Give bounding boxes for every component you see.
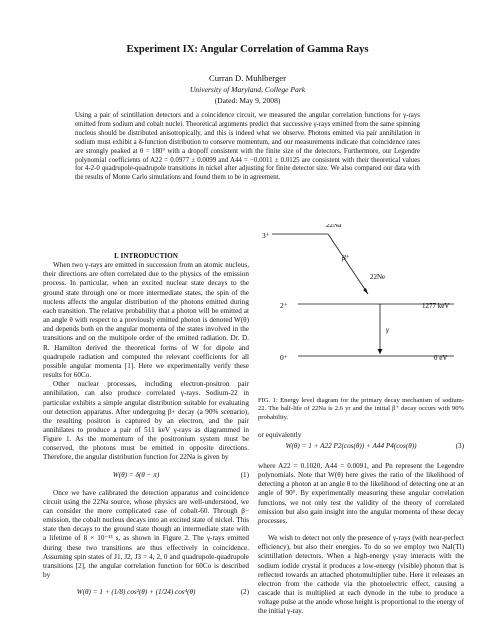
label-ne22: 22Ne <box>370 273 386 281</box>
date-line: (Dated: May 9, 2008) <box>214 96 281 105</box>
abstract: Using a pair of scintillation detectors and a coincidence circuit, we measured the angular correlation functions for γ-rays emitted from sodium and cobalt nuclei. Theoretical arguments predict that successive γ-rays emitted from the same spinning nucleus should be distributed anisotropically, and this is indeed what we observe. Photons emitted via pair annihilation in sodium must exhibit a δ-function distribution to conserve momentum, and our measurements indicate that coincidence rates are strongly peaked at θ = 180° with a dropoff consistent with the finite size of the detectors. Furthermore, our Legendre polynomial coefficients of A22 = 0.0977 ± 0.0099 and A44 = −0.0011 ± 0.0125 are consistent with their theoretical values for 4-2-0 quadrupole-quadrupole transitions in nickel after adjusting for finite detector size. We also compared our data with the results of Monte Carlo simulations and found them to be in agreement. <box>75 112 420 182</box>
left-column <box>43 252 249 606</box>
energy-level-diagram <box>258 224 464 394</box>
equation-1 <box>43 467 249 485</box>
equation-1-number: (1) <box>240 470 249 479</box>
gamma-arrow-head <box>378 349 383 354</box>
affiliation: University of Maryland, College Park <box>189 85 306 94</box>
right-column-body <box>258 462 464 617</box>
right-paragraph-1: where A22 = 0.1020, A44 = 0.0091, and Pn represent the Legendre polynomials. Note that W(θ) here gives the ratio of the likelihood of detecting a photon at an angle θ to the likelihood of detecting one at an angle of 90°. By experimentally measuring these angular correlation functions, we not only test the validity of the theory of correlated emission but also gain insight into the angular momenta of these decay processes. <box>258 462 464 525</box>
equation-3-expression: W(θ) = 1 + A22 P2(cos(θ)) + A44 P4(cos(θ)) <box>285 442 417 450</box>
label-2plus: 2⁺ <box>280 301 288 310</box>
equation-2-expression: W(θ) = 1 + (1/8) cos²(θ) + (1/24) cos⁴(θ) <box>76 588 196 597</box>
label-gamma: γ <box>386 325 389 334</box>
section-heading-introduction: I. INTRODUCTION <box>114 252 178 260</box>
label-0plus: 0⁺ <box>280 353 288 362</box>
equation-2-number: (2) <box>240 588 249 597</box>
equation-3 <box>258 442 464 456</box>
label-1277kev: 1277 keV <box>422 302 450 310</box>
label-3plus: 3⁺ <box>262 231 270 240</box>
equation-3-number: (3) <box>455 442 464 450</box>
or-equivalently-text: or equivalently <box>258 431 302 439</box>
author-name: Curran D. Muhlberger <box>209 73 286 83</box>
paper-title: Experiment IX: Angular Correlation of Gamma Rays <box>126 44 369 55</box>
equation-2 <box>43 584 249 602</box>
right-paragraph-2: We wish to detect not only the presence of γ-rays (with near-perfect efficiency), but also their energies. To do so we employ two NaI(Tl) scintillation detectors. When a high-energy γ-ray interacts with the sodium iodide crystal it produces a low-energy (visible) photon that is reflected towards an attached photomultiplier tube. Here it releases an electron from the cathode via the photoelectric effect, causing a cascade that is multiplied at each dynode in the tube to produce a voltage pulse at the anode whose height is proportional to the energy of the initial γ-ray. <box>258 534 464 616</box>
figure-1-caption: FIG. 1: Energy level diagram for the primary decay mechanism of sodium-22. The half-life of 22Na is 2.6 yr and the initial β⁺ decay occurs with 90% probability. <box>258 397 464 421</box>
label-beta-plus: β⁺ <box>342 253 350 262</box>
intro-paragraph-3: Once we have calibrated the detection apparatus and coincidence circuit using the 22Na source, whose physics are well-understood, we can consider the more complicated case of cobalt-60. Through β− emission, the cobalt nucleus decays into an excited state of nickel. This state then decays to the ground state though an intermediate state with a lifetime of 8 × 10⁻¹³ s, as shown in Figure 2. The γ-rays emitted during these two transitions are thus effectively in coincidence. Assuming spin states of J1, J2, J3 = 4, 2, 0 and quadrupole-quadrupole transitions [2], the angular correlation function for 60Co is described by <box>43 488 249 579</box>
label-0ev: 0 eV <box>434 354 448 362</box>
equation-1-expression: W(θ) = δ(θ − π) <box>112 470 160 479</box>
label-na22: 22Na <box>326 224 342 229</box>
beta-decay-arrow <box>328 234 368 294</box>
intro-paragraph-2: Other nuclear processes, including electron-positron pair annihilation, can also produce correlated γ-rays. Sodium-22 in particular exhibits a simple angular distribution suitable for evaluating our detection apparatus. After undergoing β+ decay (a 90% scenario), the resulting positron is captured by an electron, and the pair annihilates to produce a pair of 511 keV γ-rays as diagrammed in Figure 1. As the momentum of the positronium system must be conserved, the photons must be emitted in opposite directions. Therefore, the angular distribution function for 22Na is given by <box>43 380 249 462</box>
beta-arrow-head <box>363 288 368 294</box>
intro-paragraph-1: When two γ-rays are emitted in succession from an atomic nucleus, their directions are often correlated due to the physics of the emission process. In particular, when an excited nuclear state decays to the ground state through one or more intermediate states, the spin of the nucleus affects the angular distribution of the photons emitted during each transition. The relative probability that a photon will be emitted at an angle θ with respect to a previously emitted photon is denoted W(θ) and depends both on the angular momenta of the states involved in the transitions and on the multipole order of the emitted radiation. Dr. D. R. Hamilton derived the theoretical forms of W for dipole and quadrupole radiation and computed the relevant coefficients for all possible angular momenta [1]. Here we experimentally verify these results for 60Co. <box>43 261 249 380</box>
